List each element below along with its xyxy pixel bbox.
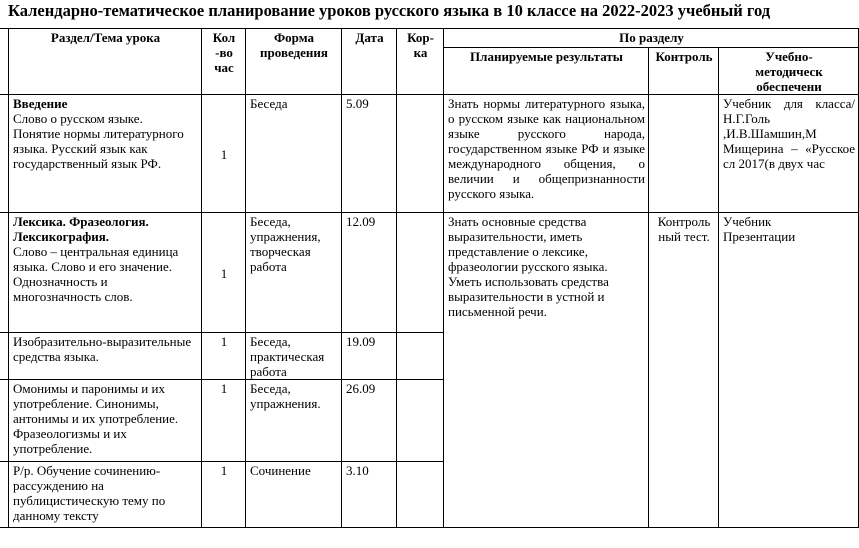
methodical-cell: Учебник Презентации <box>719 213 859 528</box>
hours-header: Кол -во час <box>202 29 246 95</box>
table-row <box>0 213 859 333</box>
section-title: Лексика. Фразеология. Лексикография. <box>13 214 149 244</box>
hours-cell: 1 <box>202 95 246 213</box>
control-cell: Контроль ный тест. <box>649 213 719 528</box>
methodical-cell: Учебник для класса/Н.Г.Голь ,И.В.Шамшин,М Мищерина – «Русское сл 2017(в двух час <box>719 95 859 213</box>
correction-header: Кор- ка <box>397 29 444 95</box>
topic-cell <box>9 213 202 333</box>
results-header: Планируемые результаты <box>444 48 649 95</box>
form-cell: Беседа, упражнения, творческая работа <box>246 213 342 333</box>
topic-cell: Омонимы и паронимы и их употребление. Синонимы, антонимы и их употребление. Фразеологизмы и их употребление. <box>9 380 202 462</box>
date-header: Дата <box>342 29 397 95</box>
topic-text: Слово – центральная единица языка. Слово и его значение. Однозначность и многозначность слов. <box>13 244 179 304</box>
row-number-cell <box>0 333 9 380</box>
correction-cell <box>397 213 444 333</box>
form-cell: Беседа <box>246 95 342 213</box>
date-cell: 26.09 <box>342 380 397 462</box>
correction-cell <box>397 462 444 528</box>
topic-cell: Изобразительно-выразительные средства языка. <box>9 333 202 380</box>
results-cell: Знать основные средства выразительности, иметь представление о лексике, фразеологии русского языка. Уметь использовать средства выразительности в устной и письменной речи. <box>444 213 649 528</box>
section-header: Раздел/Тема урока <box>9 29 202 95</box>
topic-text: Слово о русском языке. Понятие нормы литературного языка. Русский язык как государственный язык РФ. <box>13 111 184 171</box>
control-header: Контроль <box>649 48 719 95</box>
date-cell: 5.09 <box>342 95 397 213</box>
form-cell: Беседа, упражнения. <box>246 380 342 462</box>
correction-cell <box>397 333 444 380</box>
correction-cell <box>397 95 444 213</box>
row-number-cell <box>0 462 9 528</box>
form-cell: Беседа, практическая работа <box>246 333 342 380</box>
row-number-cell <box>0 213 9 333</box>
correction-cell <box>397 380 444 462</box>
date-cell: 3.10 <box>342 462 397 528</box>
date-cell: 19.09 <box>342 333 397 380</box>
table-row <box>0 95 859 213</box>
control-cell <box>649 95 719 213</box>
row-number-cell <box>0 95 9 213</box>
methodical-header: Учебно- методическ обеспечени <box>719 48 859 95</box>
topic-cell <box>9 95 202 213</box>
lesson-plan-table <box>0 28 859 528</box>
page-title: Календарно-тематическое планирование уроков русского языка в 10 классе на 2022-2023 учебный год <box>8 1 771 20</box>
header-row-1 <box>0 29 859 48</box>
date-cell: 12.09 <box>342 213 397 333</box>
form-cell: Сочинение <box>246 462 342 528</box>
form-header: Форма проведения <box>246 29 342 95</box>
by-section-header: По разделу <box>444 29 859 48</box>
section-title: Введение <box>13 96 68 111</box>
number-header-cell <box>0 29 9 95</box>
hours-cell: 1 <box>202 333 246 380</box>
hours-cell: 1 <box>202 213 246 333</box>
row-number-cell <box>0 380 9 462</box>
hours-cell: 1 <box>202 380 246 462</box>
hours-cell: 1 <box>202 462 246 528</box>
results-cell: Знать нормы литературного языка, о русском языке как национальном языке русского народа, государственном языке РФ и языке международного общения, о величии и общепризнанности русского языка. <box>444 95 649 213</box>
topic-cell: Р/р. Обучение сочинению-рассуждению на публицистическую тему по данному тексту <box>9 462 202 528</box>
